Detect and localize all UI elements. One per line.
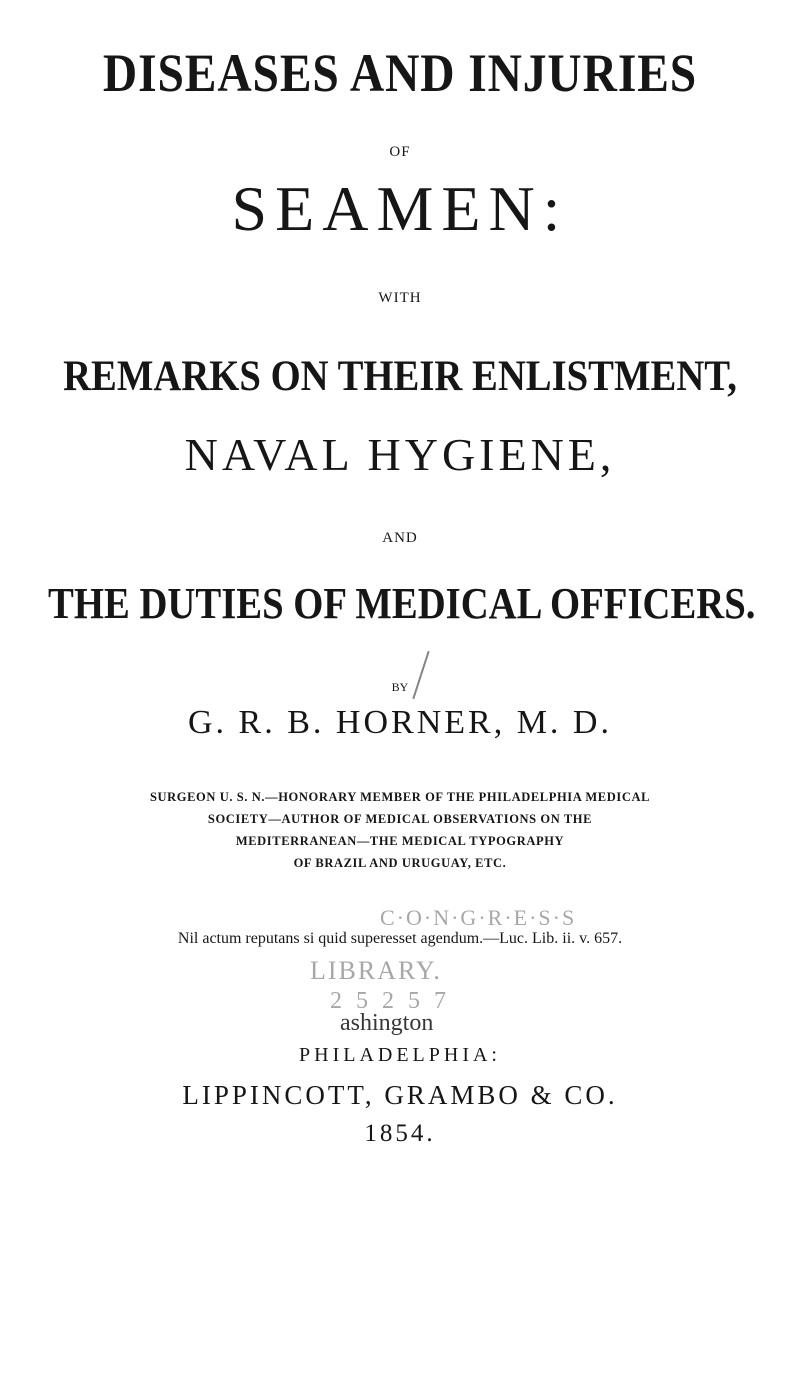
epigraph: Nil actum reputans si quid superesset agendum.—Luc. Lib. ii. v. 657. [177, 930, 623, 947]
library-stamp-number: 2 5 2 5 7 [330, 988, 450, 1014]
title-of: OF [389, 144, 411, 160]
author-credentials-line-3: MEDITERRANEAN—THE MEDICAL TYPOGRAPHY [235, 834, 565, 848]
title-line-3: REMARKS ON THEIR ENLISTMENT, [63, 353, 737, 400]
title-line-1: DISEASES AND INJURIES [102, 43, 698, 103]
title-with: WITH [378, 290, 422, 306]
publication-place: PHILADELPHIA: [299, 1044, 501, 1066]
by-label: BY [391, 680, 409, 694]
publication-year: 1854. [364, 1120, 436, 1147]
author-name: G. R. B. HORNER, M. D. [188, 704, 612, 741]
author-credentials-line-1: SURGEON U. S. N.—HONORARY MEMBER OF THE PHILADELPHIA MEDICAL [149, 790, 651, 804]
library-stamp-top: C·O·N·G·R·E·S·S [380, 905, 577, 930]
publisher: LIPPINCOTT, GRAMBO & CO. [182, 1080, 618, 1110]
library-stamp-city: ashington [340, 1010, 434, 1036]
author-credentials-line-2: SOCIETY—AUTHOR OF MEDICAL OBSERVATIONS ON THE [207, 812, 593, 826]
library-stamp-name: LIBRARY. [310, 956, 442, 985]
title-line-2: SEAMEN: [231, 173, 569, 244]
title-and: AND [382, 530, 418, 546]
title-line-5: THE DUTIES OF MEDICAL OFFICERS. [48, 579, 756, 628]
title-line-4: NAVAL HYGIENE, [184, 429, 616, 480]
author-credentials-line-4: OF BRAZIL AND URUGUAY, ETC. [293, 856, 507, 870]
